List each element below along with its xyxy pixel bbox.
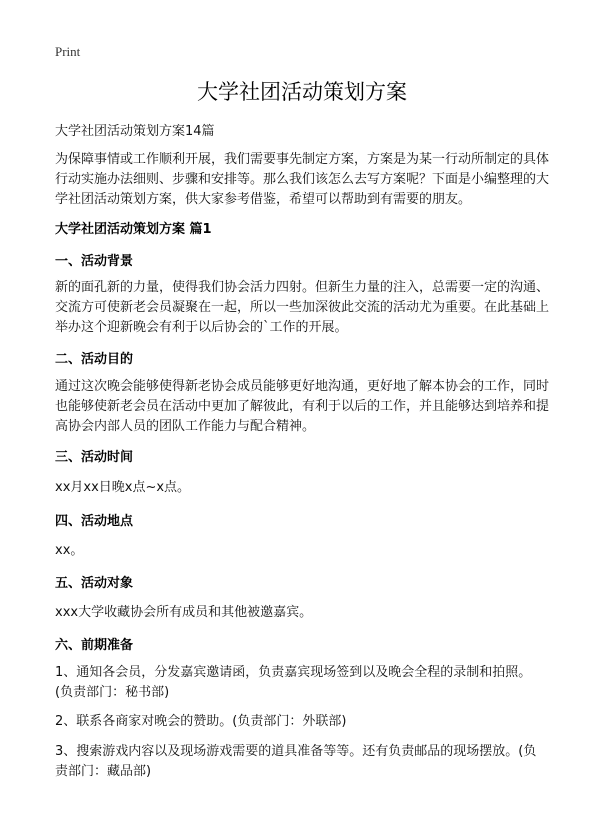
section-heading-purpose: 二、活动目的: [55, 352, 134, 367]
page-title: 大学社团活动策划方案: [197, 80, 407, 104]
article-heading: 大学社团活动策划方案 篇1: [55, 222, 212, 237]
document-subtitle: 大学社团活动策划方案14篇: [55, 124, 215, 139]
intro-paragraph: 为保障事情或工作顺利开展，我们需要事先制定方案，方案是为某一行动所制定的具体行动实施办法细则、步骤和安排等。那么我们该怎么去写方案呢？下面是小编整理的大学社团活动策划方案，供大家参考借鉴，希望可以帮助到有需要的朋友。: [55, 152, 550, 207]
print-label: Print: [55, 44, 81, 59]
list-item: 3、搜索游戏内容以及现场游戏需要的道具准备等等。还有负责邮品的现场摆放。(负责部门：藏品部): [55, 744, 537, 779]
section-heading-background: 一、活动背景: [55, 254, 134, 269]
section-text-audience: xxx大学收藏协会所有成员和其他被邀嘉宾。: [55, 605, 313, 620]
section-heading-preparation: 六、前期准备: [55, 638, 134, 653]
section-heading-time: 三、活动时间: [55, 450, 134, 465]
list-item: 1、通知各会员，分发嘉宾邀请函，负责嘉宾现场签到以及晚会全程的录制和拍照。(负责部门：秘书部): [55, 665, 532, 700]
section-text-background: 新的面孔新的力量，使得我们协会活力四射。但新生力量的注入，总需要一定的沟通、交流方可使新老会员凝聚在一起，所以一些加深彼此交流的活动尤为重要。在此基础上举办这个迎新晚会有利于以后协会的`工作的开展。: [55, 280, 550, 335]
section-heading-audience: 五、活动对象: [55, 576, 134, 591]
section-heading-location: 四、活动地点: [55, 514, 134, 529]
section-text-location: xx。: [55, 543, 84, 558]
section-text-purpose: 通过这次晚会能够使得新老协会成员能够更好地沟通，更好地了解本协会的工作，同时也能够使新老会员在活动中更加了解彼此，有利于以后的工作，并且能够达到培养和提高协会内部人员的团队工作能力与配合精神。: [55, 379, 550, 434]
list-item: 2、联系各商家对晚会的赞助。(负责部门：外联部): [55, 714, 347, 729]
section-text-time: xx月xx日晚x点~x点。: [55, 480, 191, 495]
